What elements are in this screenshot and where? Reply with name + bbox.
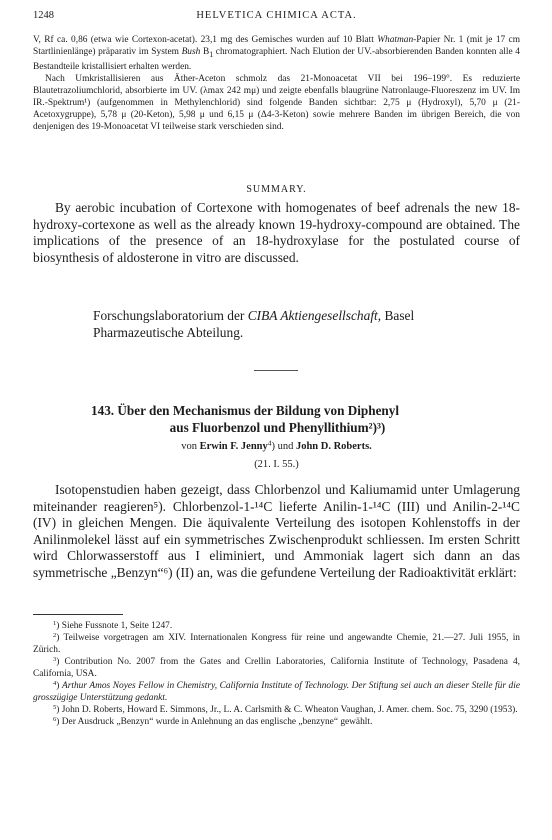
footnote-rule (33, 614, 123, 615)
bush-italic: Bush (181, 47, 201, 57)
title-line-1: 143. Über den Mechanismus der Bildung von Diphenyl (91, 403, 400, 418)
affiliation-department: Pharmazeutische Abteilung. (93, 324, 244, 340)
footnote-mark: 3 (53, 656, 57, 664)
footnote: $^2$) Teilweise vorgetragen am XIV. Internationalen Kongress für reine und angewandte Chemie, 21.—27. Juli 1955, in Zürich. (33, 632, 520, 655)
author-line: von Erwin F. Jenny$^4$) und John D. Roberts. (181, 438, 372, 452)
author-jenny: Erwin F. Jenny (199, 441, 268, 452)
footnote-text: John D. Roberts, Howard E. Simmons, Jr., L. A. Carlsmith & C. Wheaton Vaughan, J. Amer. chem. Soc. 75, 3290 (1953). (61, 705, 518, 715)
affiliation-suffix: , Basel (377, 308, 415, 323)
journal-title: HELVETICA CHIMICA ACTA. (196, 10, 357, 21)
affiliation-prefix: Forschungslaboratorium der (93, 308, 248, 323)
footnote: $^3$) Contribution No. 2007 from the Gates and Crellin Laboratories, California Institute of Technology, Pasadena 4, California, USA. (33, 656, 520, 679)
footnote-mark: 1 (53, 620, 57, 628)
article-title (33, 402, 520, 436)
footnote-text: Siehe Fussnote 1, Seite 1247. (61, 621, 173, 631)
subscript: 1 (209, 49, 214, 59)
monoacetat-paragraph: Nach Umkristallisieren aus Äther-Aceton schmolz das 21-Monoacetat VII bei 196–199°. Es reduzierte Blautetrazoliumchlorid, absorbierte im UV. (λmax 242 mμ) und zeigte ebenfalls blaugrüne Natronlauge-Fluoreszenz im UV. Im IR.-Spektrum¹) (aufgenommen in Methylenchlorid) sind folgende Banden sichtbar: 2,75 μ (Hydroxyl), 5,70 μ (21-Acetoxygruppe), 5,78 μ (20-Keton), 5,98 μ und 6,15 μ (Δ4-3-Keton) sowie mehrere Banden im übrigen Bereich, die von denjenigen des 19-Monoacetat VI teilweise stark verschieden sind. (33, 73, 520, 132)
footnote: $^4$) Arthur Amos Noyes Fellow in Chemistry, California Institute of Technology. Der Stiftung sei auch an dieser Stelle für die grosszügige Unterstützung gedankt. (33, 680, 521, 703)
footnotes (33, 620, 520, 728)
footnote-text: Arthur Amos Noyes Fellow in Chemistry, California Institute of Technology. Der Stiftung sei auch an dieser Stelle für die grosszügige Unterstützung gedankt. (33, 681, 521, 703)
footnote-mark: 5 (53, 704, 57, 712)
footnote: $^1$) Siehe Fussnote 1, Seite 1247. (53, 620, 173, 631)
whatman-italic: Whatman (377, 35, 414, 45)
received-date: (21. I. 55.) (254, 459, 299, 470)
summary-paragraph: By aerobic incubation of Cortexone with homogenates of beef adrenals the new 18-hydroxy-cortexone as well as the already known 19-hydroxy-compound are obtained. The implications of the presence of an 18-hydroxylase for the postulated course of biosynthesis of aldosterone in vitro are discussed. (33, 200, 520, 265)
authors-prefix: von (181, 441, 200, 452)
text-run: chromatographiert. Nach Elution der UV.-absorbierenden Banden konnten alle 4 Bestandteile kristallisiert erhalten werden. (33, 47, 520, 72)
text-run: -Papier Nr. 1 (mit je 17 cm Startlinienlänge) präparativ im System (33, 35, 521, 57)
footnote-text: Teilweise vorgetragen am XIV. Internationalen Kongress für reine und angewandte Chemie, 21.—27. Juli 1955, in Zürich. (33, 633, 520, 655)
text-run: B (200, 47, 210, 57)
footnote: $^5$) John D. Roberts, Howard E. Simmons, Jr., L. A. Carlsmith & C. Wheaton Vaughan, J. Amer. chem. Soc. 75, 3290 (1953). (53, 704, 518, 715)
experimental-paragraph (33, 34, 520, 133)
footnote-mark: 2 (53, 632, 57, 640)
body-text (33, 482, 520, 582)
affiliation (33, 308, 520, 341)
summary-heading: SUMMARY. (246, 184, 307, 195)
body-paragraph: Isotopenstudien haben gezeigt, dass Chlorbenzol und Kaliumamid unter Umlagerung miteinander reagieren⁵). Chlorbenzol-1-¹⁴C lieferte Anilin-1-¹⁴C (III) und Anilin-2-¹⁴C (IV) in gleichen Mengen. Die äquivalente Verteilung des isotopen Kohlenstoffs in der Anilinmolekel lässt auf ein symmetrisches Zwischenprodukt schliessen. Im ersten Schritt wird Chlorwasserstoff aus I eliminiert, und Ammoniak lagert sich dann an das symmetrische „Benzyn“⁶) (II) an, was die gefundene Verteilung der Radioaktivität erklärt: (33, 482, 520, 580)
footnote: $^6$) Der Ausdruck „Benzyn“ wurde in Anlehnung an das englische „benzyne“ gewählt. (53, 716, 373, 727)
affiliation-company: CIBA Aktiengesellschaft (247, 308, 378, 323)
author-roberts: John D. Roberts. (295, 441, 372, 452)
title-line-2: aus Fluorbenzol und Phenyllithium²)³) (169, 420, 386, 435)
authors-and: und (274, 441, 296, 452)
summary-text (33, 200, 520, 266)
footnote-mark: 6 (53, 716, 57, 724)
footnote-text: Der Ausdruck „Benzyn“ wurde in Anlehnung an das englische „benzyne“ gewählt. (61, 717, 373, 727)
page-number: 1248 (33, 10, 54, 21)
text-run: V, Rf ca. 0,86 (etwa wie Cortexon-acetat). 23,1 mg des Gemisches wurden auf 10 Blatt (33, 35, 374, 45)
running-header (33, 10, 520, 24)
section-separator (254, 370, 298, 371)
footnote-text: Contribution No. 2007 from the Gates and Crellin Laboratories, California Institute of Technology, Pasadena 4, California, USA. (33, 657, 520, 679)
author-footnote-mark: 4 (267, 438, 272, 448)
footnote-mark: 4 (53, 680, 57, 688)
